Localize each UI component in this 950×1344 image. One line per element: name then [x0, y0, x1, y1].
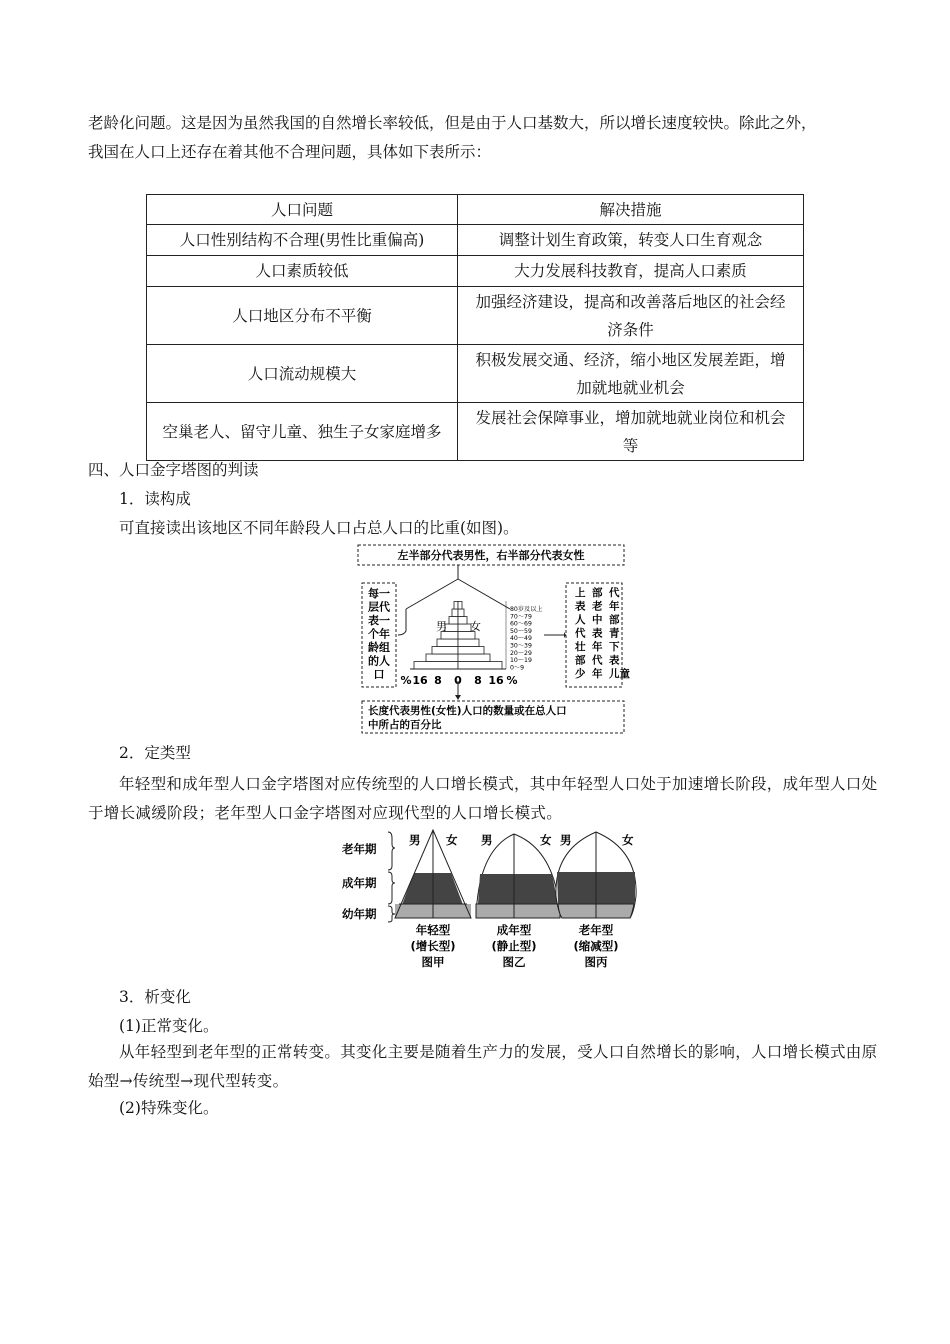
x-axis-label: 16: [412, 674, 428, 687]
left-annotation-line: 龄组: [368, 641, 390, 654]
right-annotation-char: 表: [575, 600, 586, 613]
pyramid-bar-male: [426, 654, 458, 662]
right-annotation-char: 儿童: [609, 668, 630, 680]
pyramid-bar-female: [458, 602, 462, 610]
age-label: 20～29: [510, 649, 532, 657]
right-annotation-char: 上: [575, 587, 586, 599]
intro-line-1: 老龄化问题。这是因为虽然我国的自然增长率较低，但是由于人口基数大，所以增长速度较快。除此之外，: [88, 114, 817, 132]
male-label: 男: [436, 620, 447, 633]
subheading-3: 3．析变化: [119, 988, 191, 1006]
type-name-mature: 成年型: [496, 923, 532, 937]
pyramid-bar-male: [449, 617, 458, 625]
section-title: 四、人口金字塔图的判读: [88, 461, 259, 479]
pyramid-bar-male: [454, 602, 458, 610]
type-fig-aging: 图丙: [584, 955, 608, 969]
mature-female-label: 女: [540, 833, 552, 847]
bottom-annotation-line-1: 长度代表男性(女性)人口的数量或在总人口: [368, 705, 567, 717]
age-label: 30～39: [510, 642, 532, 650]
left-annotation-line: 每一: [368, 587, 390, 600]
table-cell: 发展社会保障事业，增加就地就业岗位和机会等: [458, 403, 804, 461]
population-issues-table: [146, 194, 804, 461]
bottom-annotation-line-2: 中所占的百分比: [368, 719, 442, 731]
top-annotation-text: 左半部分代表男性，右半部分代表女性: [397, 549, 585, 562]
pyramid-bar-female: [458, 617, 467, 625]
pyramid-bar-female: [458, 654, 490, 662]
left-annotation-line: 的人: [368, 654, 390, 668]
young-male-label: 男: [409, 833, 421, 847]
type-fig-mature: 图乙: [502, 955, 526, 969]
subheading-1: 1．读构成: [119, 490, 191, 508]
pyramid-composition-figure: [354, 541, 630, 737]
subheading-2-text: 年轻型和成年型人口金字塔图对应传统型的人口增长模式，其中年轻型人口处于加速增长阶段，成年型人口处于增长减缓阶段；老年型人口金字塔图对应现代型的人口增长模式。: [88, 775, 878, 822]
table-cell: 积极发展交通、经济，缩小地区发展差距，增加就地就业机会: [458, 345, 804, 403]
x-axis-labels: [400, 674, 517, 687]
table-cell: 人口地区分布不平衡: [147, 287, 458, 345]
table-row: [147, 345, 804, 403]
pyramid-bar-female: [458, 609, 464, 617]
subheading-3-item-1-text: 从年轻型到老年型的正常转变。其变化主要是随着生产力的发展，受人口自然增长的影响，人口增长模式由原始型→传统型→现代型转变。: [88, 1043, 878, 1090]
table-cell: 空巢老人、留守儿童、独生子女家庭增多: [147, 403, 458, 461]
pyramid-bars: [410, 601, 506, 669]
aging-female-label: 女: [622, 833, 634, 847]
x-axis-label: 0: [454, 674, 462, 687]
right-annotation-char: 部: [575, 654, 586, 667]
row-label-adult: 成年期: [342, 876, 377, 890]
table-cell: 大力发展科技教育，提高人口素质: [458, 256, 804, 287]
pyramid-bar-male: [437, 639, 458, 647]
table-header-cell: 解决措施: [458, 195, 804, 225]
x-axis-label: %: [400, 674, 412, 687]
pyramid-bar-male: [414, 662, 458, 670]
x-axis-label: 8: [474, 674, 482, 687]
right-annotation-char: 壮: [575, 641, 586, 653]
table-row: [147, 256, 804, 287]
pyramid-types-figure: [338, 826, 664, 976]
right-annotation-char: 代: [609, 587, 620, 599]
right-annotation-char: 代: [575, 627, 586, 640]
x-axis-label: %: [506, 674, 518, 687]
age-group-labels: [510, 605, 543, 671]
right-annotation-char: 部: [609, 614, 620, 626]
intro-line-2: 我国在人口上还存在着其他不合理问题，具体如下表所示：: [88, 143, 492, 161]
type-sub-mature: (静止型): [491, 939, 537, 953]
right-annotation-char: 青: [609, 627, 620, 640]
table-row: [147, 287, 804, 345]
type-sub-aging: (缩减型): [573, 939, 619, 953]
right-annotation-char: 年: [592, 641, 603, 653]
right-annotation-char: 老: [592, 600, 603, 613]
age-label: 70～79: [510, 613, 532, 621]
pyramid-bar-male: [432, 647, 458, 655]
mature-male-label: 男: [481, 833, 493, 847]
x-axis-label: 8: [434, 674, 442, 687]
right-annotation-char: 少: [575, 668, 586, 680]
right-annotation-char: 表: [609, 654, 620, 667]
left-annotation-line: 表一: [368, 614, 390, 627]
type-name-young: 年轻型: [415, 923, 451, 937]
right-annotation-char: 表: [592, 627, 603, 640]
young-female-label: 女: [446, 833, 458, 847]
right-annotation-char: 年: [609, 600, 620, 613]
age-label: 10～19: [510, 657, 532, 665]
pyramid-bar-female: [458, 662, 502, 670]
age-label: 0～9: [510, 664, 525, 672]
table-header-cell: 人口问题: [147, 195, 458, 225]
right-annotation-char: 代: [592, 654, 603, 667]
age-label: 80岁及以上: [510, 606, 543, 613]
type-sub-young: (增长型): [410, 939, 456, 953]
type-name-aging: 老年型: [578, 923, 614, 937]
table-cell: 人口流动规模大: [147, 345, 458, 403]
pyramid-bar-male: [452, 609, 458, 617]
right-annotation-char: 人: [575, 614, 586, 626]
pyramid-bar-female: [458, 639, 479, 647]
age-label: 60～69: [510, 620, 532, 628]
table-row: [147, 403, 804, 461]
table-cell: 调整计划生育政策，转变人口生育观念: [458, 225, 804, 256]
female-label: 女: [470, 620, 481, 633]
left-annotation-line: 口: [373, 668, 385, 681]
table-cell: 人口素质较低: [147, 256, 458, 287]
type-fig-young: 图甲: [421, 955, 445, 969]
table-cell: 人口性别结构不合理(男性比重偏高): [147, 225, 458, 256]
age-label: 40～49: [510, 635, 532, 643]
right-annotation-char: 部: [592, 587, 603, 599]
left-annotation-text: [368, 586, 391, 681]
table-row: [147, 225, 804, 256]
aging-male-label: 男: [560, 833, 572, 847]
age-label: 50～59: [510, 627, 532, 635]
right-annotation-char: 年: [592, 668, 603, 680]
pyramid-bar-female: [458, 647, 484, 655]
left-annotation-line: 层代: [368, 600, 390, 614]
pyramid-young: [395, 830, 471, 918]
right-annotation-char: 中: [592, 614, 603, 626]
subheading-2: 2．定类型: [119, 744, 191, 762]
x-axis-label: 16: [488, 674, 504, 687]
table-header-row: [147, 195, 804, 225]
row-label-elderly: 老年期: [342, 842, 377, 856]
subheading-3-item-1: (1)正常变化。: [119, 1017, 219, 1035]
left-annotation-line: 个年: [368, 627, 390, 641]
row-label-youth: 幼年期: [342, 907, 377, 921]
subheading-1-text: 可直接读出该地区不同年龄段人口占总人口的比重(如图)。: [119, 519, 519, 537]
right-annotation-char: 下: [609, 641, 620, 653]
subheading-3-item-2: (2)特殊变化。: [119, 1099, 219, 1117]
table-cell: 加强经济建设，提高和改善落后地区的社会经济条件: [458, 287, 804, 345]
